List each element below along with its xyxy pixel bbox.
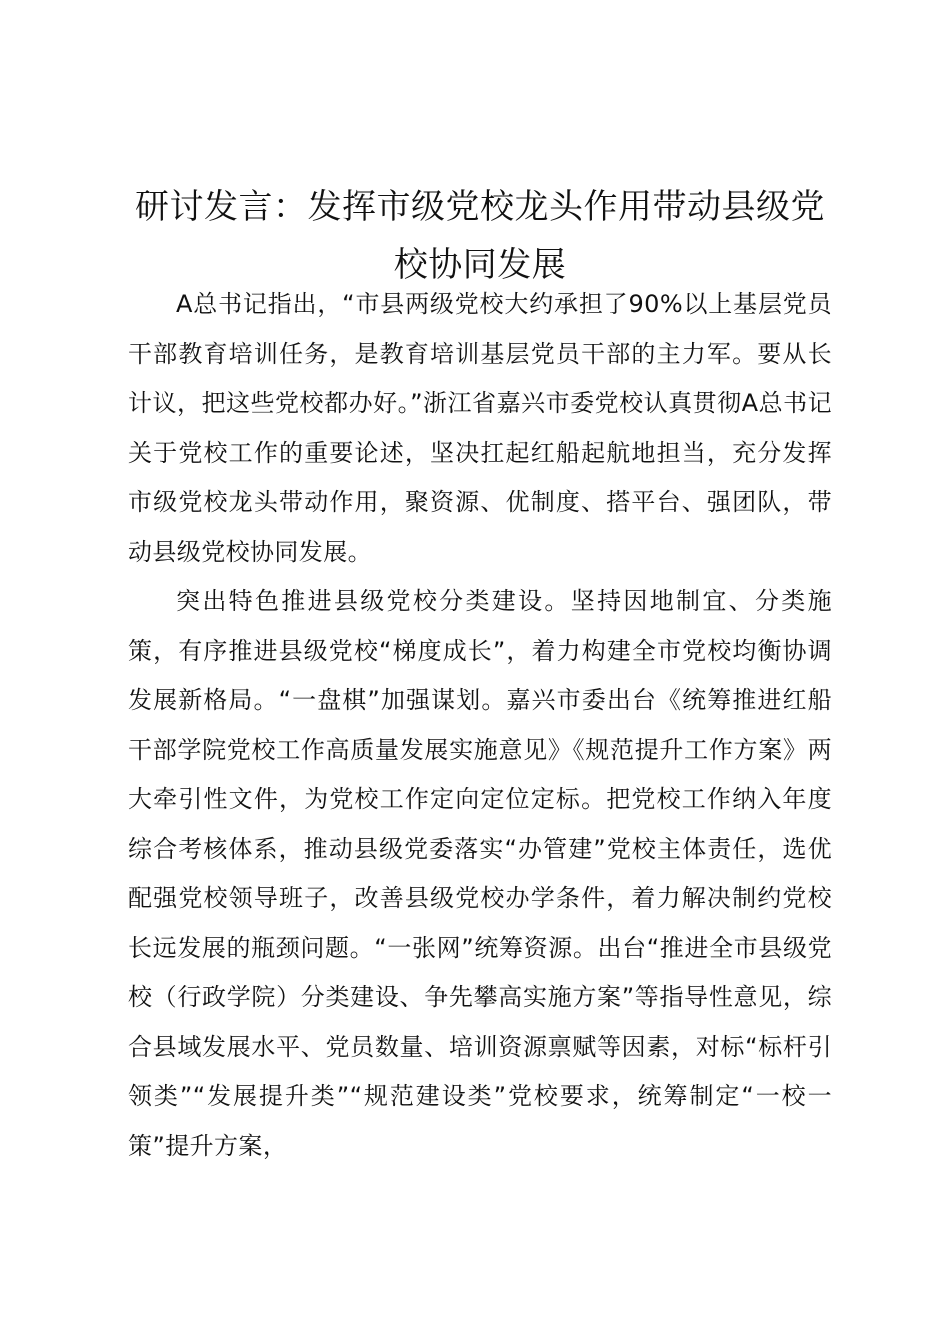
document-title: 研讨发言：发挥市级党校龙头作用带动县级党校协同发展 [135, 187, 825, 285]
paragraph-2: 突出特色推进县级党校分类建设。坚持因地制宜、分类施策，有序推进县级党校“梯度成长”，着力构建全市党校均衡协调发展新格局。“一盘棋”加强谋划。嘉兴市委出台《统筹推进红船干部学院党校工作高质量发展实施意见》《规范提升工作方案》两大牵引性文件，为党校工作定向定位定标。把党校工作纳入年度综合考核体系，推动县级党委落实“办管建”党校主体责任，选优配强党校领导班子，改善县级党校办学条件，着力解决制约党校长远发展的瓶颈问题。“一张网”统筹资源。出台“推进全市县级党校（行政学院）分类建设、争先攀高实施方案”等指导性意见，综合县域发展水平、党员数量、培训资源禀赋等因素，对标“标杆引领类”“发展提升类”“规范建设类”党校要求，统筹制定“一校一策”提升方案， [128, 587, 832, 1160]
paragraph-1: A总书记指出，“市县两级党校大约承担了90%以上基层党员干部教育培训任务，是教育培训基层党员干部的主力军。要从长计议，把这些党校都办好。”浙江省嘉兴市委党校认真贯彻A总书记关于党校工作的重要论述，坚决扛起红船起航地担当，充分发挥市级党校龙头带动作用，聚资源、优制度、搭平台、强团队，带动县级党校协同发展。 [128, 290, 832, 566]
document-body [128, 280, 832, 1171]
